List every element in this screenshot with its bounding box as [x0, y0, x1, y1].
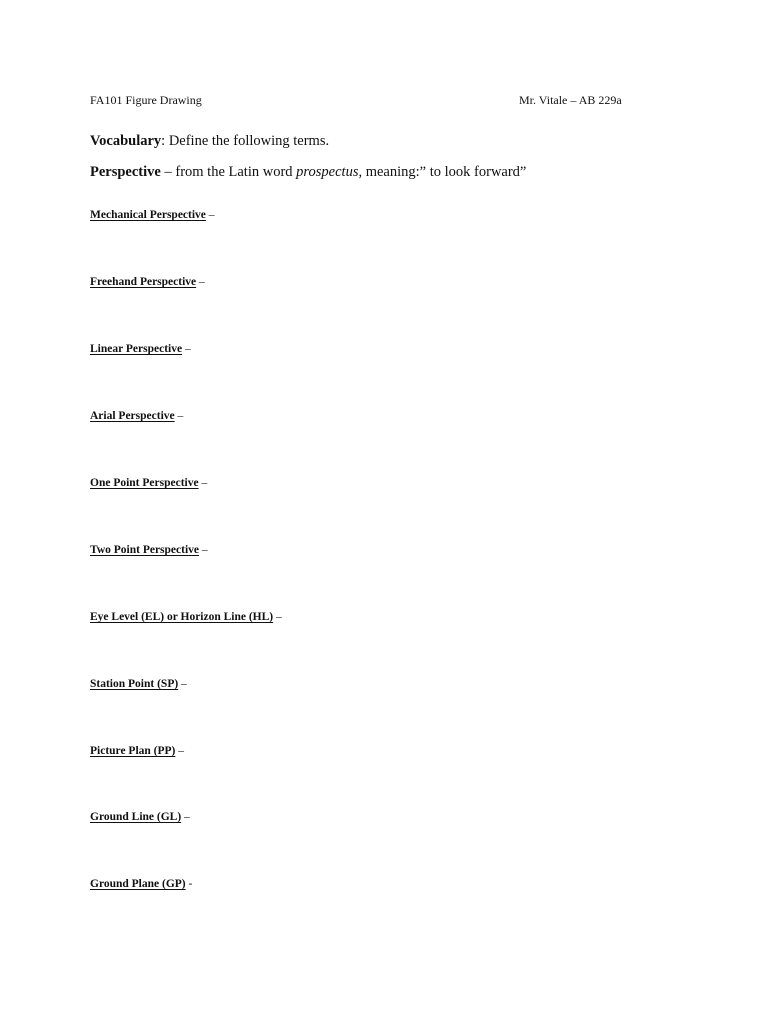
- term-item: [90, 409, 183, 423]
- term-name: Linear Perspective: [90, 343, 183, 355]
- term-separator: –: [175, 745, 184, 757]
- term-item: [90, 744, 184, 758]
- term-separator: –: [174, 410, 184, 422]
- perspective-definition: [90, 163, 526, 181]
- term-separator: –: [181, 811, 190, 823]
- term-item: [90, 677, 187, 691]
- term-name: Station Point (SP): [90, 678, 179, 690]
- instructor-room: Mr. Vitale – AB 229a: [519, 93, 622, 107]
- term-name: Ground Plane (GP): [90, 878, 186, 890]
- term-item: [90, 275, 205, 289]
- perspective-dash: – from the Latin word: [160, 164, 297, 180]
- term-name: Picture Plan (PP): [90, 745, 176, 757]
- course-title: FA101 Figure Drawing: [90, 93, 202, 107]
- term-name: Eye Level (EL) or Horizon Line (HL): [90, 611, 274, 623]
- term-item: [90, 476, 207, 490]
- term-separator: -: [185, 878, 193, 890]
- term-separator: –: [199, 544, 208, 556]
- vocabulary-label: Vocabulary: [90, 133, 162, 149]
- term-separator: –: [196, 276, 205, 288]
- term-name: Two Point Perspective: [90, 544, 200, 556]
- term-item: [90, 208, 215, 222]
- term-name: Arial Perspective: [90, 410, 175, 422]
- perspective-label: Perspective: [90, 164, 161, 180]
- vocabulary-instruction: [90, 132, 329, 150]
- term-name: One Point Perspective: [90, 477, 199, 489]
- term-separator: –: [205, 209, 215, 221]
- vocabulary-instruction-text: : Define the following terms.: [161, 133, 330, 149]
- term-separator: –: [182, 343, 191, 355]
- term-separator: –: [273, 611, 282, 623]
- term-separator: –: [178, 678, 187, 690]
- term-item: [90, 543, 208, 557]
- term-name: Freehand Perspective: [90, 276, 197, 288]
- term-name: Mechanical Perspective: [90, 209, 206, 221]
- term-item: [90, 877, 192, 891]
- term-item: [90, 610, 282, 624]
- perspective-latin-word: prospectus: [296, 164, 359, 180]
- term-separator: –: [198, 477, 208, 489]
- term-item: [90, 342, 191, 356]
- perspective-meaning: , meaning:” to look forward”: [358, 164, 527, 180]
- term-item: [90, 810, 190, 824]
- term-name: Ground Line (GL): [90, 811, 182, 823]
